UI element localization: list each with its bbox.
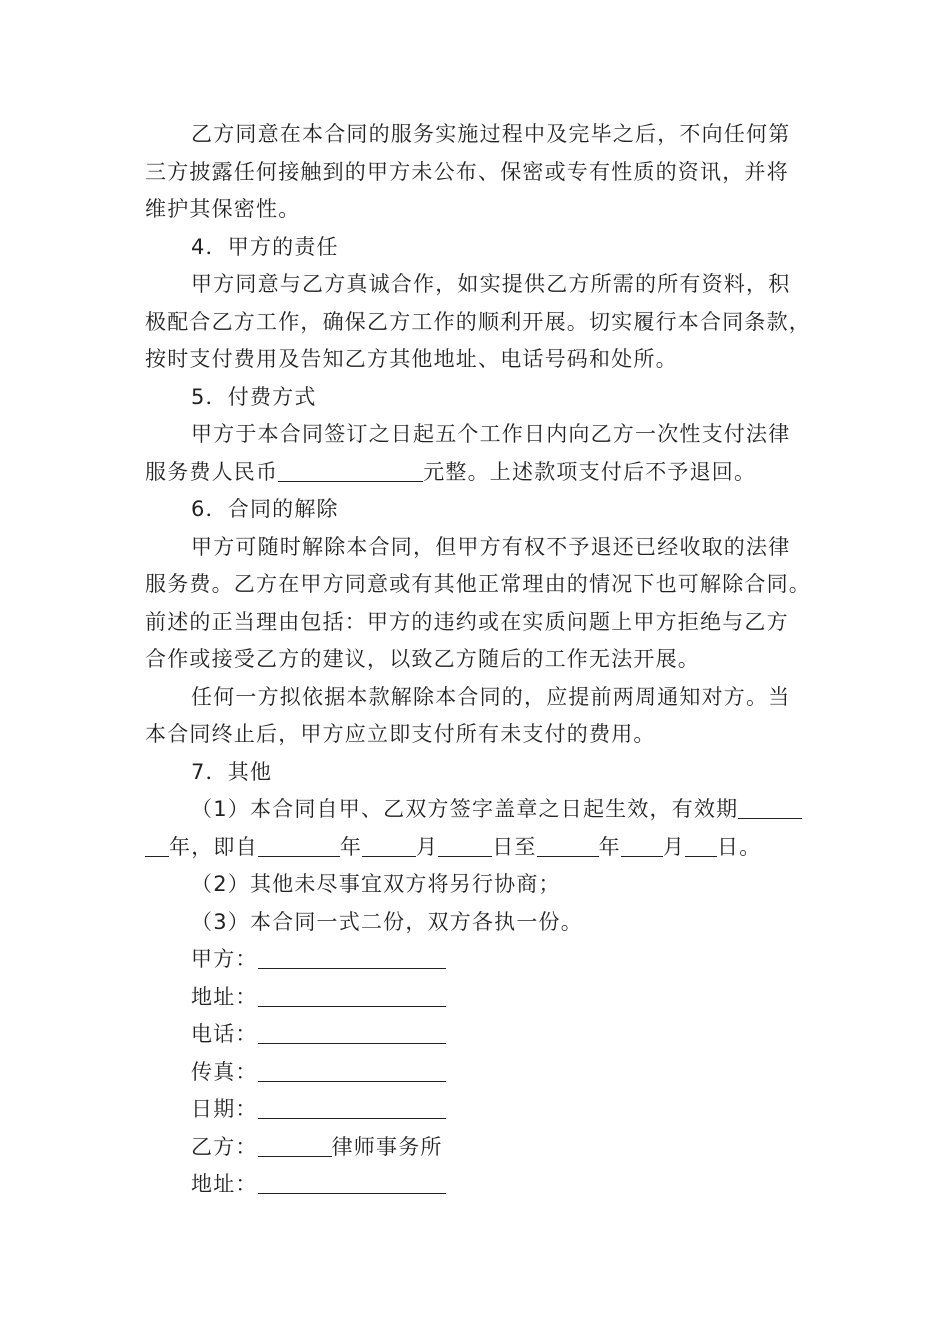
section6-para2-line: 本合同终止后，甲方应立即支付所有未支付的费用。: [145, 722, 656, 746]
end-month-blank: [621, 834, 663, 857]
sig-party-b: [145, 1129, 815, 1167]
start-month-blank: [362, 834, 416, 857]
date-label: 日期：: [191, 1097, 258, 1121]
address-b-label: 地址：: [191, 1172, 258, 1196]
address-a-blank: [258, 984, 446, 1007]
end-day-blank: [685, 834, 717, 857]
fee-label: 服务费人民币: [145, 459, 279, 484]
item1-text: （1）本合同自甲、乙双方签字盖章之日起生效，有效期: [191, 797, 739, 821]
section3-para-line: 维护其保密性。: [145, 197, 301, 221]
sig-fax: [145, 1054, 815, 1092]
section6-line: 合作或接受乙方的建议，以致乙方随后的工作无法开展。: [145, 647, 700, 671]
fax-label: 传真：: [191, 1059, 258, 1084]
sig-party-a: [145, 941, 815, 979]
section6-line: 服务费。乙方在甲方同意或有其他正常理由的情况下也可解除合同。: [145, 572, 811, 596]
section4-line: 按时支付费用及告知乙方其他地址、电话号码和处所。: [145, 347, 678, 371]
phone-label: 电话：: [191, 1022, 258, 1046]
year-label: 年，即自: [169, 834, 258, 859]
section7-item1: [145, 791, 815, 829]
end-year-blank: [537, 834, 599, 857]
day-to-label: 日至: [492, 834, 537, 859]
year-label-3: 年: [598, 834, 621, 859]
month-label-2: 月: [662, 834, 686, 859]
sig-date: [145, 1091, 815, 1129]
fee-amount-blank: [278, 459, 423, 482]
firm-suffix: 律师事务所: [331, 1134, 443, 1159]
year-label-2: 年: [339, 834, 363, 859]
month-label: 月: [416, 834, 439, 859]
section4-line: 极配合乙方工作，确保乙方工作的顺利开展。切实履行本合同条款，: [145, 309, 811, 334]
party-b-label: 乙方：: [191, 1134, 258, 1159]
section3-para-line: 乙方同意在本合同的服务实施过程中及完毕之后，不向任何第: [191, 122, 791, 146]
section4-heading: 4．甲方的责任: [191, 234, 339, 259]
firm-name-blank: [258, 1134, 332, 1157]
party-a-blank: [258, 946, 446, 969]
fee-suffix: 元整。上述款项支付后不予退回。: [423, 459, 757, 484]
day-end-label: 日。: [717, 834, 762, 859]
section6-heading: 6．合同的解除: [191, 497, 339, 521]
contract-body: [145, 116, 815, 1204]
section7-item3: （3）本合同一式二份，双方各执一份。: [191, 909, 583, 934]
address-a-label: 地址：: [191, 984, 258, 1009]
date-blank: [258, 1096, 446, 1119]
section6-para2-line: 任何一方拟依据本款解除本合同的，应提前两周通知对方。当: [191, 684, 791, 709]
address-b-blank: [258, 1171, 446, 1194]
sig-address-b: [145, 1166, 815, 1204]
fax-blank: [258, 1059, 446, 1082]
party-a-label: 甲方：: [191, 947, 258, 971]
section3-para-line: 三方披露任何接触到的甲方未公布、保密或专有性质的资讯，并将: [145, 159, 789, 184]
sig-address-a: [145, 979, 815, 1017]
section7-heading: 7．其他: [191, 759, 273, 784]
section5-fee-line: [145, 454, 815, 492]
section7-item2: （2）其他未尽事宜双方将另行协商；: [191, 872, 561, 896]
section6-line: 甲方可随时解除本合同，但甲方有权不予退还已经收取的法律: [191, 534, 791, 559]
section4-line: 甲方同意与乙方真诚合作，如实提供乙方所需的所有资料，积: [191, 272, 791, 296]
section5-heading: 5．付费方式: [191, 384, 317, 409]
start-year-blank: [258, 834, 340, 857]
phone-blank: [258, 1021, 446, 1044]
section6-line: 前述的正当理由包括：甲方的违约或在实质问题上甲方拒绝与乙方: [145, 609, 789, 634]
section7-item1-cont: [145, 829, 815, 867]
sig-phone: [145, 1016, 815, 1054]
validity-blank-cont: [145, 834, 169, 857]
section5-line: 甲方于本合同签订之日起五个工作日内向乙方一次性支付法律: [191, 422, 791, 446]
start-day-blank: [438, 834, 492, 857]
validity-blank: [738, 796, 802, 819]
